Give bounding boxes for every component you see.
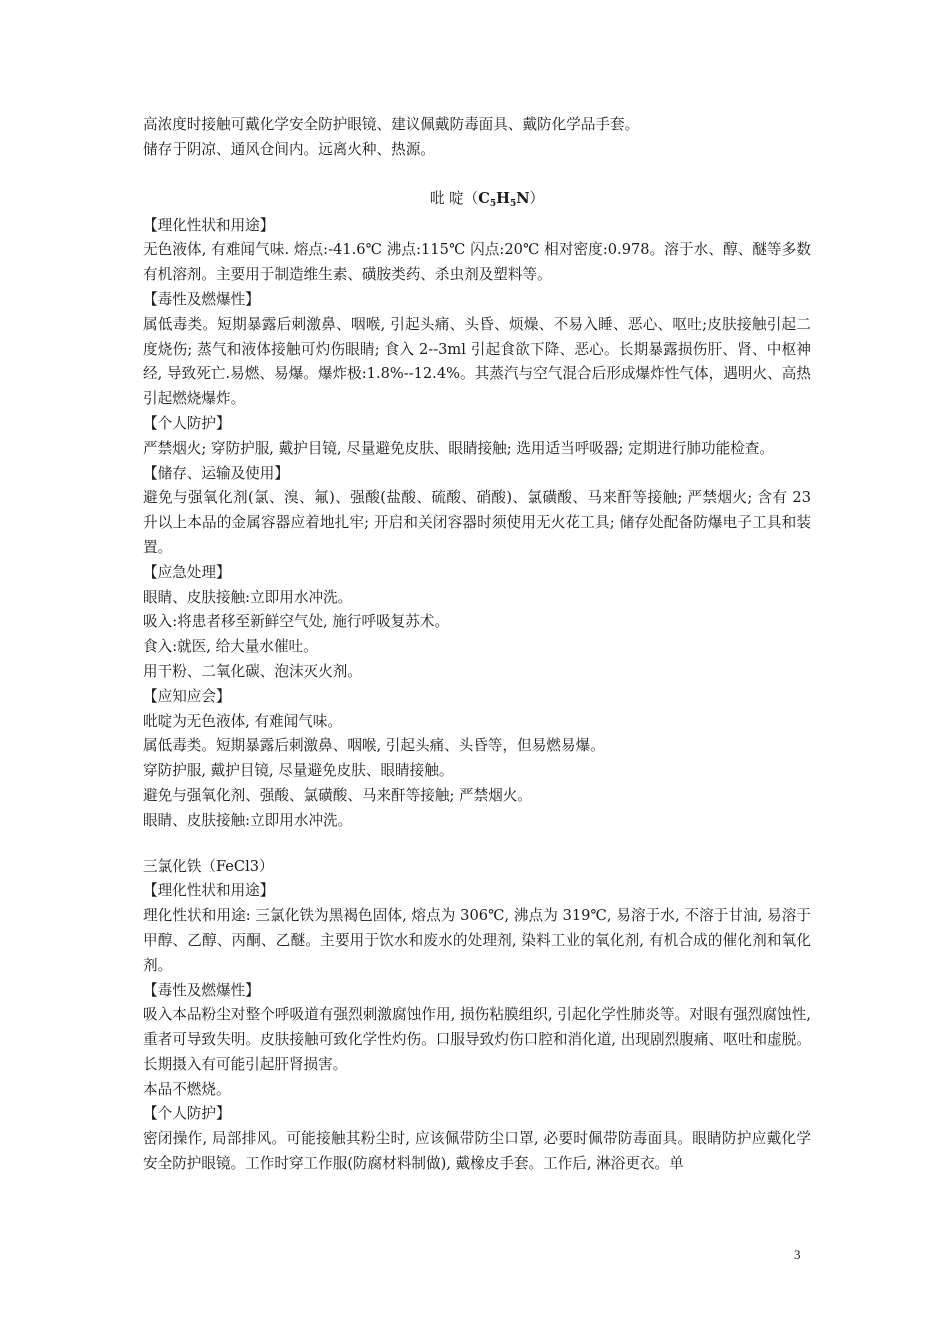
section-paragraph: 属低毒类。短期暴露后刺激鼻、咽喉, 引起头痛、头昏等，但易燃易爆。 — [143, 737, 605, 755]
intro-paragraph: 高浓度时接触可戴化学安全防护眼镜、建议佩戴防毒面具、戴防化学品手套。 — [143, 116, 640, 133]
formula-c-sub: 5 — [489, 198, 497, 209]
intro-paragraph: 储存于阴凉、通风仓间内。远离火种、热源。 — [143, 140, 435, 158]
section-paragraph: 吸入:将患者移至新鲜空气处, 施行呼吸复苏术。 — [143, 613, 450, 631]
section-heading: 【应知应会】 — [143, 687, 231, 705]
section-paragraph: 穿防护服, 戴护目镜, 尽量避免皮肤、眼睛接触。 — [143, 762, 454, 780]
section-paragraph: 本品不燃烧。 — [143, 1080, 231, 1098]
section-heading: 【个人防护】 — [143, 414, 231, 432]
section-heading: 【理化性状和用途】 — [143, 882, 275, 900]
section-heading: 【个人防护】 — [143, 1105, 231, 1123]
section-heading: 【毒性及燃爆性】 — [143, 981, 260, 999]
section-heading: 【毒性及燃爆性】 — [143, 290, 260, 308]
section-heading: 【应急处理】 — [143, 563, 231, 581]
pyridine-title-close: ） — [529, 189, 545, 207]
section-paragraph: 避免与强氧化剂(氯、溴、氟)、强酸(盐酸、硫酸、硝酸)、氯磺酸、马来酐等接触; 严禁烟火; 含有 23 升以上本品的金属容器应着地扎牢; 开启和关闭容器时须使用无火花工具; 储存处配备防爆电子工具和装置。 — [143, 489, 811, 556]
section-spacer — [143, 834, 811, 855]
formula-h-sub: 5 — [509, 198, 517, 209]
section-heading: 【理化性状和用途】 — [143, 216, 275, 234]
formula-n: N — [516, 189, 530, 207]
ferric-chloride-title: 三氯化铁（FeCl3） — [143, 857, 274, 875]
section-heading: 【储存、运输及使用】 — [143, 464, 289, 482]
section-paragraph: 避免与强氧化剂、强酸、氯磺酸、马来酐等接触; 严禁烟火。 — [143, 786, 532, 804]
section-paragraph: 无色液体, 有难闻气味. 熔点:-41.6℃ 沸点:115℃ 闪点:20℃ 相对密度:0.978。溶于水、醇、醚等多数有机溶剂。主要用于制造维生素、磺胺类药、杀虫剂及塑料等。 — [143, 241, 811, 284]
document-body — [143, 113, 811, 1177]
section-paragraph: 属低毒类。短期暴露后刺激鼻、咽喉, 引起头痛、头昏、烦燥、不易入睡、恶心、呕吐;皮肤接触引起二度烧伤; 蒸气和液体接触可灼伤眼睛; 食入 2--3ml 引起食欲下降、恶心。长期暴露损伤肝、肾、中枢神经, 导致死亡.易燃、易爆。爆炸极:1.8%--12.4%。其蒸汽与空气混合后形成爆炸性气体，遇明火、高热引起燃烧爆炸。 — [143, 315, 811, 408]
section-paragraph: 严禁烟火; 穿防护服, 戴护目镜, 尽量避免皮肤、眼睛接触; 选用适当呼吸器; 定期进行肺功能检查。 — [143, 439, 774, 457]
section-paragraph: 眼睛、皮肤接触:立即用水冲洗。 — [143, 811, 353, 829]
section-paragraph: 吸入本品粉尘对整个呼吸道有强烈刺激腐蚀作用, 损伤粘膜组织, 引起化学性肺炎等。对眼有强烈腐蚀性, 重者可导致失明。皮肤接触可致化学性灼伤。口服导致灼伤口腔和消化道, 出现剧烈腹痛、呕吐和虚脱。长期摄入有可能引起肝肾损害。 — [143, 1006, 811, 1073]
section-paragraph: 食入:就医, 给大量水催吐。 — [143, 638, 318, 656]
pyridine-title — [143, 184, 811, 214]
pyridine-formula — [478, 190, 529, 207]
section-paragraph: 理化性状和用途: 三氯化铁为黑褐色固体, 熔点为 306℃, 沸点为 319℃, 易溶于水, 不溶于甘油, 易溶于甲醇、乙醇、丙酮、乙醚。主要用于饮水和废水的处理剂, 染料工业的氧化剂, 有机合成的催化剂和氧化剂。 — [143, 907, 811, 974]
formula-c: C — [478, 189, 490, 207]
pyridine-title-name: 吡 啶（ — [429, 189, 479, 207]
section-spacer — [143, 163, 811, 184]
formula-h: H — [496, 189, 510, 207]
section-paragraph: 密闭操作, 局部排风。可能接触其粉尘时, 应该佩带防尘口罩, 必要时佩带防毒面具。眼睛防护应戴化学安全防护眼镜。工作时穿工作服(防腐材料制做), 戴橡皮手套。工作后, 淋浴更衣。单 — [143, 1130, 811, 1173]
section-paragraph: 眼睛、皮肤接触:立即用水冲洗。 — [143, 588, 353, 606]
section-paragraph: 用干粉、二氧化碳、泡沫灭火剂。 — [143, 662, 362, 680]
page-number: 3 — [794, 1247, 801, 1262]
section-paragraph: 吡啶为无色液体, 有难闻气味。 — [143, 712, 342, 730]
